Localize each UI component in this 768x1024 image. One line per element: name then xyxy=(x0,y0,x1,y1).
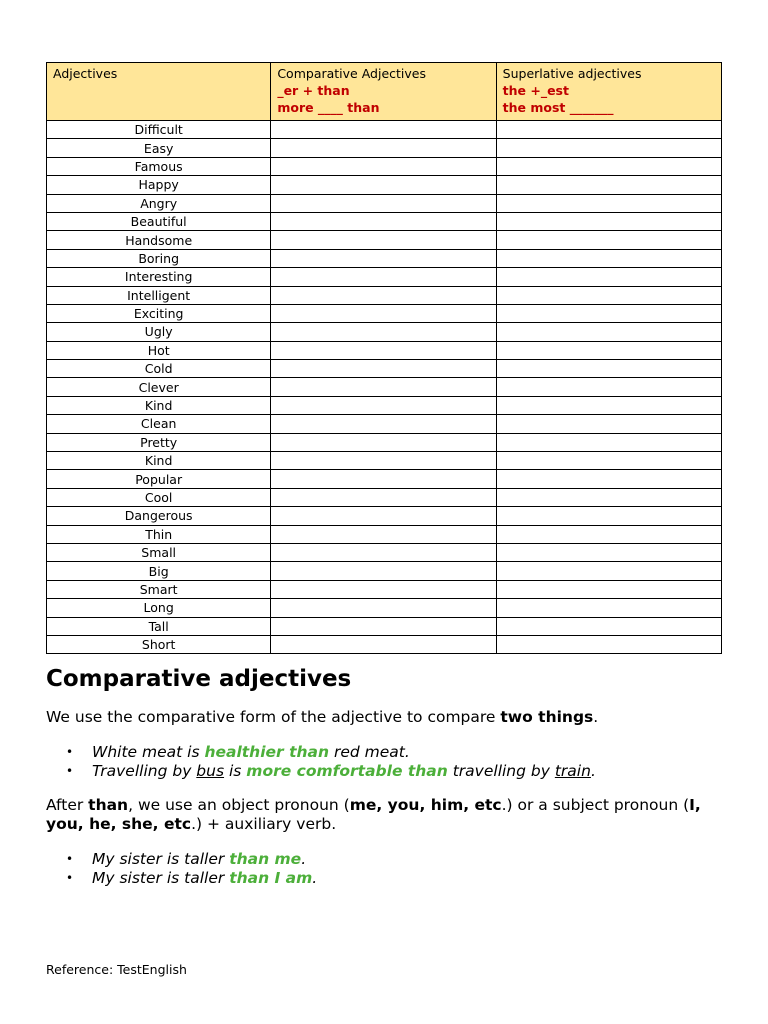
adjective-cell: Happy xyxy=(47,176,271,194)
para-text: After xyxy=(46,796,89,814)
superlative-answer-cell[interactable] xyxy=(496,121,721,139)
example-text: . xyxy=(301,850,307,868)
superlative-answer-cell[interactable] xyxy=(496,378,721,396)
comparative-answer-cell[interactable] xyxy=(271,433,496,451)
intro-end: . xyxy=(593,708,599,726)
superlative-answer-cell[interactable] xyxy=(496,360,721,378)
table-header-row xyxy=(47,63,722,121)
header-label: Comparative Adjectives xyxy=(277,66,426,81)
adjective-cell: Boring xyxy=(47,249,271,267)
header-superlative xyxy=(496,63,721,121)
adjective-cell: Dangerous xyxy=(47,507,271,525)
superlative-answer-cell[interactable] xyxy=(496,635,721,653)
example-highlight: than I am xyxy=(229,868,313,887)
header-comparative xyxy=(271,63,496,121)
intro-text: We use the comparative form of the adjective to compare xyxy=(46,708,501,726)
table-row xyxy=(47,562,722,580)
superlative-answer-cell[interactable] xyxy=(496,507,721,525)
adjective-cell: Cool xyxy=(47,488,271,506)
example-text: Travelling by xyxy=(92,761,197,780)
table-row xyxy=(47,507,722,525)
example-text: . xyxy=(590,761,596,780)
comparative-answer-cell[interactable] xyxy=(271,304,496,322)
adjective-cell: Ugly xyxy=(47,323,271,341)
table-row xyxy=(47,525,722,543)
lesson-title: Comparative adjectives xyxy=(46,666,352,692)
superlative-rule-2: the most _______ xyxy=(502,100,614,115)
header-label: Adjectives xyxy=(53,66,118,81)
comparative-answer-cell[interactable] xyxy=(271,121,496,139)
adjective-cell: Popular xyxy=(47,470,271,488)
comparative-answer-cell[interactable] xyxy=(271,452,496,470)
example-text: My sister is taller xyxy=(92,868,230,887)
comparative-answer-cell[interactable] xyxy=(271,157,496,175)
header-adjectives xyxy=(47,63,271,121)
adjective-cell: Easy xyxy=(47,139,271,157)
superlative-answer-cell[interactable] xyxy=(496,488,721,506)
superlative-answer-cell[interactable] xyxy=(496,543,721,561)
comparative-answer-cell[interactable] xyxy=(271,378,496,396)
adjective-cell: Beautiful xyxy=(47,212,271,230)
para-bold: I, you, he, she, etc xyxy=(46,796,701,833)
list-item xyxy=(46,762,726,781)
table-row xyxy=(47,323,722,341)
table-row xyxy=(47,433,722,451)
header-label: Superlative adjectives xyxy=(502,66,642,81)
table-row xyxy=(47,452,722,470)
superlative-answer-cell[interactable] xyxy=(496,433,721,451)
example-highlight: than me xyxy=(229,850,302,868)
comparative-answer-cell[interactable] xyxy=(271,323,496,341)
comparative-answer-cell[interactable] xyxy=(271,396,496,414)
superlative-answer-cell[interactable] xyxy=(496,580,721,598)
comparative-answer-cell[interactable] xyxy=(271,194,496,212)
superlative-answer-cell[interactable] xyxy=(496,525,721,543)
example-text: is xyxy=(224,761,247,780)
comparative-answer-cell[interactable] xyxy=(271,360,496,378)
superlative-answer-cell[interactable] xyxy=(496,286,721,304)
superlative-answer-cell[interactable] xyxy=(496,617,721,635)
adjective-cell: Difficult xyxy=(47,121,271,139)
adjectives-table xyxy=(46,62,722,654)
table-row xyxy=(47,194,722,212)
table-row xyxy=(47,139,722,157)
example-text: White meat is xyxy=(92,743,205,761)
superlative-answer-cell[interactable] xyxy=(496,157,721,175)
comparative-answer-cell[interactable] xyxy=(271,562,496,580)
superlative-answer-cell[interactable] xyxy=(496,212,721,230)
comparative-answer-cell[interactable] xyxy=(271,599,496,617)
superlative-answer-cell[interactable] xyxy=(496,304,721,322)
adjective-cell: Tall xyxy=(47,617,271,635)
example-text: travelling by xyxy=(447,761,555,780)
table-row xyxy=(47,212,722,230)
adjective-cell: Hot xyxy=(47,341,271,359)
superlative-answer-cell[interactable] xyxy=(496,415,721,433)
comparative-rule-2: more ____ than xyxy=(277,100,380,115)
example-list-2 xyxy=(46,850,726,887)
table-row xyxy=(47,635,722,653)
superlative-answer-cell[interactable] xyxy=(496,268,721,286)
superlative-answer-cell[interactable] xyxy=(496,452,721,470)
comparative-answer-cell[interactable] xyxy=(271,525,496,543)
comparative-rule-1: _er + than xyxy=(277,83,350,98)
table-row xyxy=(47,360,722,378)
comparative-answer-cell[interactable] xyxy=(271,341,496,359)
table-row xyxy=(47,396,722,414)
example-text: My sister is taller xyxy=(92,850,230,868)
superlative-answer-cell[interactable] xyxy=(496,470,721,488)
example-highlight: more comfortable than xyxy=(246,761,448,780)
list-item xyxy=(46,869,726,888)
adjective-cell: Exciting xyxy=(47,304,271,322)
example-underlined: train xyxy=(554,761,591,780)
superlative-answer-cell[interactable] xyxy=(496,323,721,341)
comparative-answer-cell[interactable] xyxy=(271,212,496,230)
table-row xyxy=(47,121,722,139)
adjective-cell: Clever xyxy=(47,378,271,396)
table-row xyxy=(47,341,722,359)
adjective-cell: Short xyxy=(47,635,271,653)
comparative-answer-cell[interactable] xyxy=(271,488,496,506)
adjective-cell: Smart xyxy=(47,580,271,598)
adjective-cell: Small xyxy=(47,543,271,561)
table-row xyxy=(47,470,722,488)
adjective-cell: Thin xyxy=(47,525,271,543)
superlative-answer-cell[interactable] xyxy=(496,341,721,359)
adjective-cell: Kind xyxy=(47,396,271,414)
adjective-cell: Angry xyxy=(47,194,271,212)
list-item xyxy=(46,850,726,869)
superlative-answer-cell[interactable] xyxy=(496,139,721,157)
table-row xyxy=(47,157,722,175)
table-row xyxy=(47,378,722,396)
table-row xyxy=(47,231,722,249)
pronoun-paragraph xyxy=(46,796,726,834)
para-text: .) or a subject pronoun ( xyxy=(501,796,690,814)
para-text: .) + auxiliary verb. xyxy=(191,815,337,833)
table-row xyxy=(47,543,722,561)
adjective-cell: Famous xyxy=(47,157,271,175)
comparative-answer-cell[interactable] xyxy=(271,268,496,286)
comparative-answer-cell[interactable] xyxy=(271,470,496,488)
adjective-cell: Kind xyxy=(47,452,271,470)
comparative-answer-cell[interactable] xyxy=(271,415,496,433)
comparative-answer-cell[interactable] xyxy=(271,231,496,249)
table-body xyxy=(47,121,722,654)
adjective-cell: Pretty xyxy=(47,433,271,451)
adjective-cell: Long xyxy=(47,599,271,617)
superlative-answer-cell[interactable] xyxy=(496,176,721,194)
example-text: red meat. xyxy=(329,743,410,761)
adjective-cell: Big xyxy=(47,562,271,580)
list-item xyxy=(46,743,726,762)
table-row xyxy=(47,249,722,267)
para-bold: than xyxy=(88,796,129,814)
superlative-answer-cell[interactable] xyxy=(496,231,721,249)
superlative-answer-cell[interactable] xyxy=(496,249,721,267)
example-highlight: healthier than xyxy=(204,743,330,761)
reference-note: Reference: TestEnglish xyxy=(46,962,187,977)
example-underlined: bus xyxy=(196,761,225,780)
comparative-answer-cell[interactable] xyxy=(271,507,496,525)
intro-paragraph xyxy=(46,708,726,727)
table-row xyxy=(47,304,722,322)
comparative-answer-cell[interactable] xyxy=(271,617,496,635)
lesson-section xyxy=(46,664,726,887)
table-row xyxy=(47,599,722,617)
comparative-answer-cell[interactable] xyxy=(271,249,496,267)
table-row xyxy=(47,286,722,304)
example-list-1 xyxy=(46,743,726,780)
comparative-answer-cell[interactable] xyxy=(271,635,496,653)
comparative-answer-cell[interactable] xyxy=(271,176,496,194)
example-text: . xyxy=(312,868,318,887)
superlative-answer-cell[interactable] xyxy=(496,562,721,580)
table-row xyxy=(47,176,722,194)
superlative-rule-1: the +_est xyxy=(502,83,569,98)
adjective-cell: Intelligent xyxy=(47,286,271,304)
table-row xyxy=(47,580,722,598)
comparative-answer-cell[interactable] xyxy=(271,139,496,157)
table-row xyxy=(47,617,722,635)
adjective-cell: Cold xyxy=(47,360,271,378)
table-row xyxy=(47,268,722,286)
adjective-cell: Handsome xyxy=(47,231,271,249)
superlative-answer-cell[interactable] xyxy=(496,599,721,617)
para-bold: me, you, him, etc xyxy=(349,796,502,814)
table-row xyxy=(47,415,722,433)
comparative-answer-cell[interactable] xyxy=(271,543,496,561)
adjective-cell: Interesting xyxy=(47,268,271,286)
para-text: , we use an object pronoun ( xyxy=(128,796,350,814)
table-row xyxy=(47,488,722,506)
superlative-answer-cell[interactable] xyxy=(496,194,721,212)
intro-bold: two things xyxy=(500,708,594,726)
superlative-answer-cell[interactable] xyxy=(496,396,721,414)
comparative-answer-cell[interactable] xyxy=(271,286,496,304)
adjective-cell: Clean xyxy=(47,415,271,433)
comparative-answer-cell[interactable] xyxy=(271,580,496,598)
